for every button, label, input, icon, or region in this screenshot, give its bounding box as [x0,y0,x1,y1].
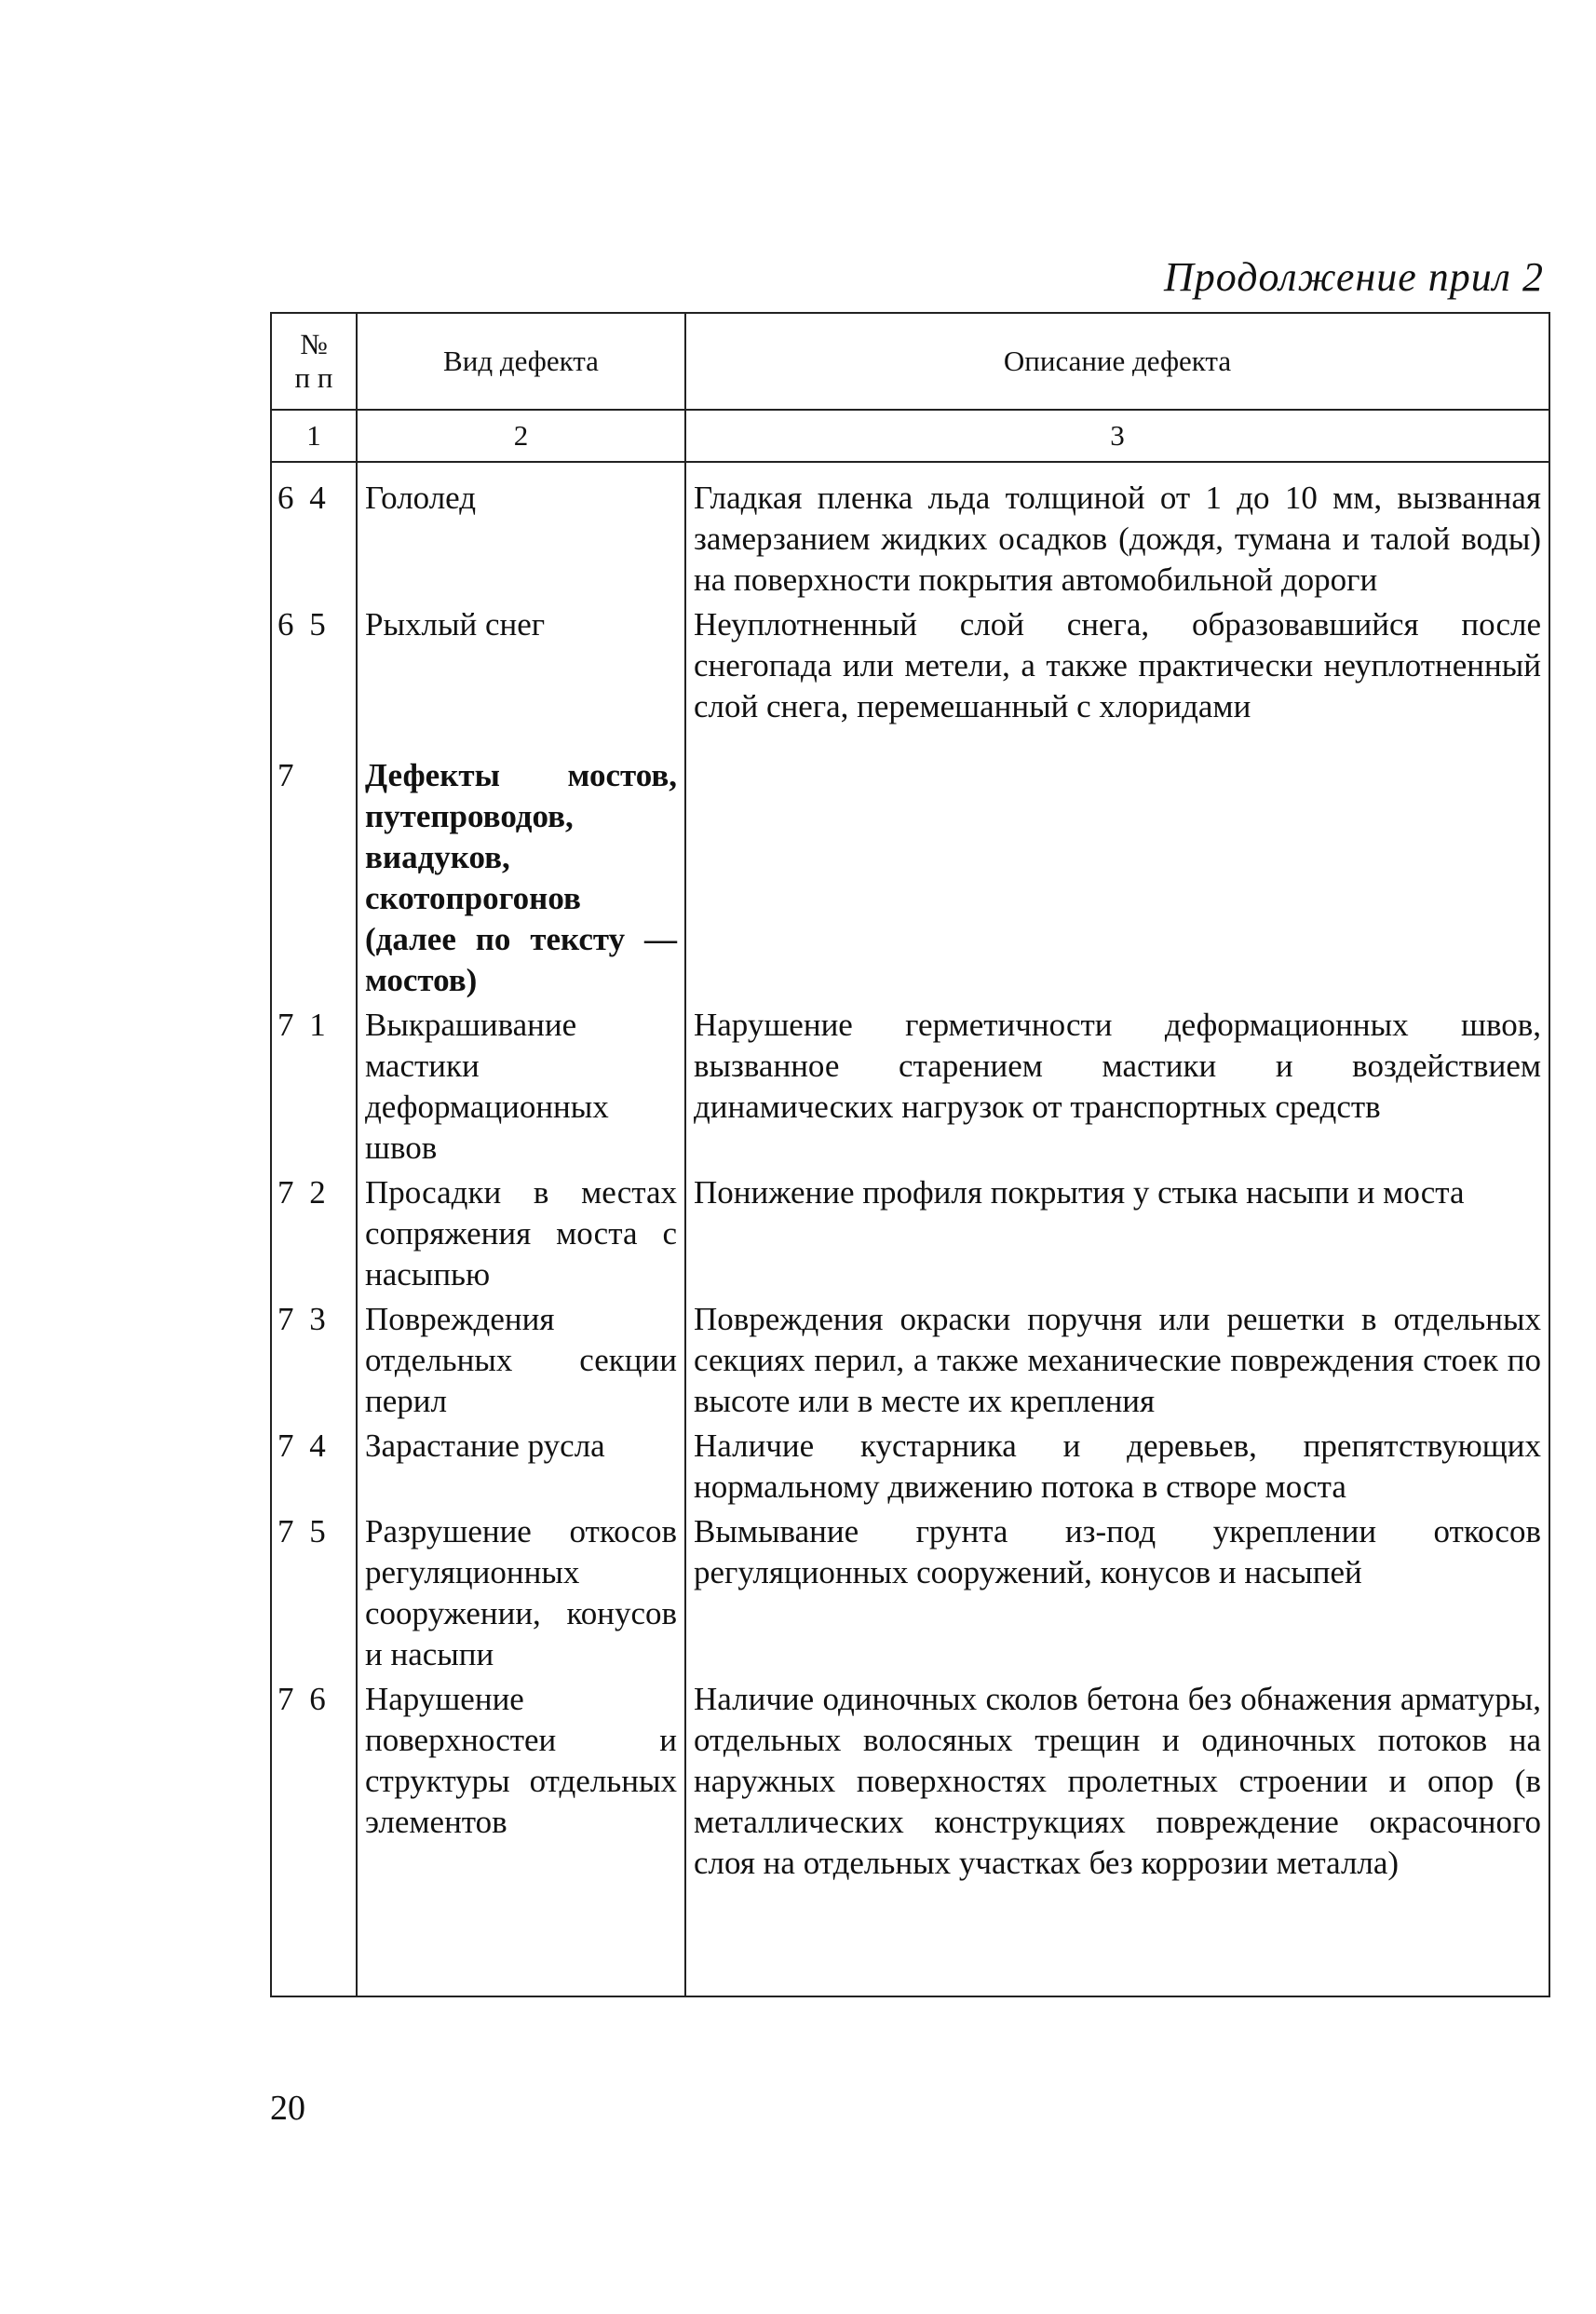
row-number: 6 5 [271,604,357,755]
defect-description [685,755,1549,1005]
table-row [271,1511,1549,1679]
column-number-2: 2 [357,410,685,462]
row-number: 7 1 [271,1005,357,1172]
defect-description: Гладкая пленка льда толщиной от 1 до 10 мм, вызванная замерзанием жидких осадков (дождя, тумана и талой воды) на поверхности покрытия автомобильной дороги [685,462,1549,604]
defect-description: Наличие одиночных сколов бетона без обнажения арматуры, отдельных волосяных трещин и одиночных потоков на наружных поверхностях пролетных строении и опор (в металлических конструкциях повреждение окрасочного слоя на отдельных участках без коррозии металла) [685,1679,1549,1996]
table-row [271,1426,1549,1511]
row-number: 7 2 [271,1172,357,1299]
table-header [271,313,1549,462]
table-row [271,604,1549,755]
section-title: Дефекты мостов, путепроводов, виадуков, скотопрогонов (далее по тексту — мостов) [357,755,685,1005]
table-row [271,462,1549,604]
header-defect-description: Описание дефекта [685,313,1549,410]
row-number: 7 4 [271,1426,357,1511]
defect-type: Повреждения отдельных секции перил [357,1299,685,1426]
defect-description: Вымывание грунта из-под укреплении откосов регуляционных сооружений, конусов и насыпей [685,1511,1549,1679]
table-row [271,1005,1549,1172]
defect-description: Наличие кустарника и деревьев, препятствующих нормальному движению потока в створе моста [685,1426,1549,1511]
defect-description: Нарушение герметичности деформационных швов, вызванное старением мастики и воздействием динамических нагрузок от транспортных средств [685,1005,1549,1172]
column-number-1: 1 [271,410,357,462]
defect-type: Просадки в местах сопряжения моста с насыпью [357,1172,685,1299]
defect-type: Выкрашивание мастики деформационных швов [357,1005,685,1172]
row-number: 6 4 [271,462,357,604]
defect-type: Зарастание русла [357,1426,685,1511]
header-defect-type: Вид дефекта [357,313,685,410]
table-row [271,1299,1549,1426]
defect-description: Повреждения окраски поручня или решетки в отдельных секциях перил, а также механические повреждения стоек по высоте или в месте их крепления [685,1299,1549,1426]
defect-type: Нарушение поверхностеи и структуры отдельных элементов [357,1679,685,1996]
defects-table-container [270,312,1549,1997]
table-section-row [271,755,1549,1005]
row-number: 7 6 [271,1679,357,1996]
page-number: 20 [270,2089,305,2128]
table-row [271,1172,1549,1299]
table-row [271,1679,1549,1996]
header-number: № п п [271,313,357,410]
defect-description: Понижение профиля покрытия у стыка насыпи и моста [685,1172,1549,1299]
column-number-3: 3 [685,410,1549,462]
defects-table [270,312,1550,1997]
defect-description: Неуплотненный слой снега, образовавшийся после снегопада или метели, а также практически неуплотненный слой снега, перемешанный с хлоридами [685,604,1549,755]
defect-type: Гололед [357,462,685,604]
header-row [271,313,1549,410]
row-number: 7 [271,755,357,1005]
header-number-row [271,410,1549,462]
defect-type: Разрушение откосов регуляционных сооружении, конусов и насыпи [357,1511,685,1679]
row-number: 7 5 [271,1511,357,1679]
defect-type: Рыхлый снег [357,604,685,755]
table-body [271,462,1549,1996]
continuation-label: Продолжение прил 2 [1164,254,1544,300]
row-number: 7 3 [271,1299,357,1426]
